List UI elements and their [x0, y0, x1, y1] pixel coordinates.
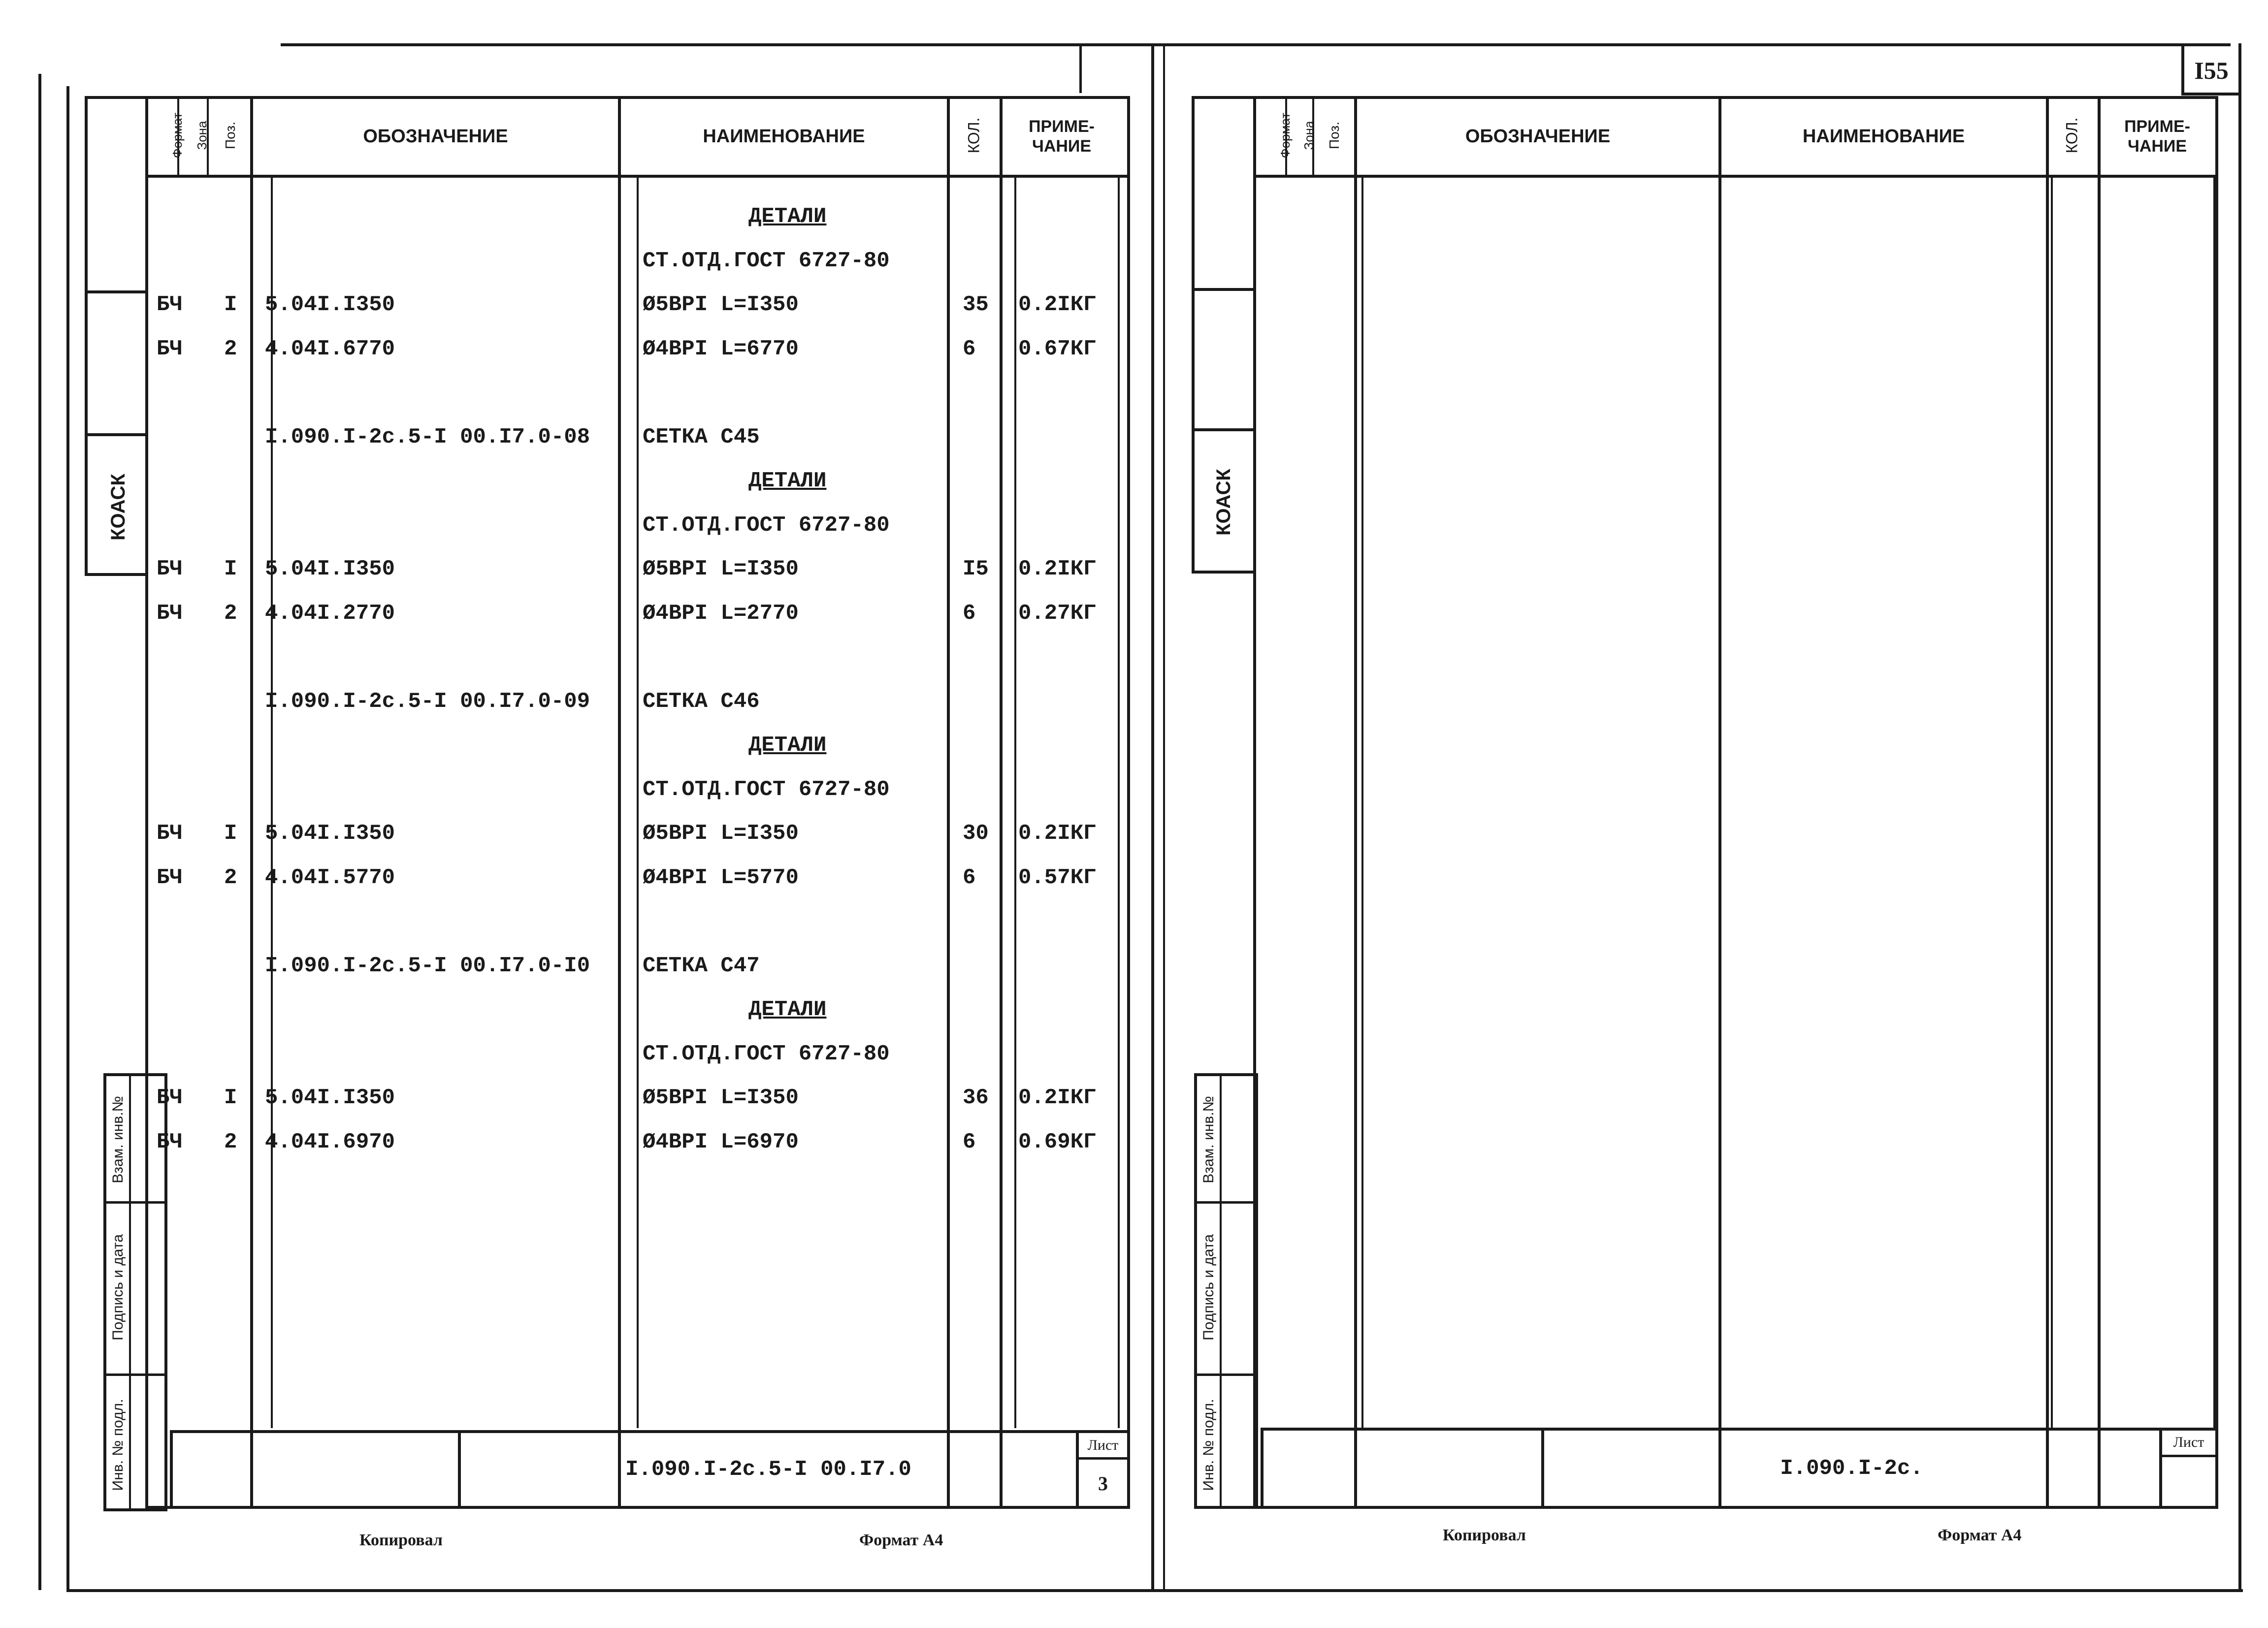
left-header-note	[1003, 98, 1121, 175]
cell-pos: I	[224, 1085, 237, 1110]
cell-designation: I.090.I-2с.5-I 00.I7.0-I0	[265, 954, 590, 978]
cell-qty: I5	[963, 557, 989, 581]
cell-name: Ø4ВРI L=5770	[643, 865, 799, 890]
right-title-sheet-divider	[2159, 1455, 2218, 1457]
cell-note: 0.69КГ	[1018, 1130, 1097, 1154]
right-header-note-line1: ПРИМЕ-	[2124, 117, 2190, 136]
top-notch	[1079, 46, 1082, 93]
left-col-line	[618, 96, 621, 1509]
left-header-zone: Зона	[194, 121, 209, 150]
cell-pos: I	[224, 557, 237, 581]
right-stamp-divider	[1192, 428, 1254, 431]
cell-name: ДЕТАЛИ	[748, 997, 827, 1022]
cell-designation: 5.04I.I350	[265, 1085, 395, 1110]
left-col-line-inner	[1118, 178, 1120, 1428]
left-header-note-line1: ПРИМЕ-	[1029, 117, 1095, 136]
cell-zone: БЧ	[157, 337, 183, 361]
left-header-format: Формат	[169, 112, 185, 159]
cell-qty: 6	[963, 865, 976, 890]
right-header-note	[2101, 98, 2214, 175]
cell-pos: 2	[224, 865, 237, 890]
sheet-separator-line	[1151, 43, 1154, 1589]
cell-name: Ø5ВРI L=I350	[643, 821, 799, 846]
cell-designation: 5.04I.I350	[265, 557, 395, 581]
cell-note: 0.2IКГ	[1018, 557, 1097, 581]
cell-qty: 30	[963, 821, 989, 846]
left-stamp-inv-sub: Взам. инв.№	[110, 1096, 126, 1183]
cell-pos: 2	[224, 601, 237, 626]
left-header-qty: КОЛ.	[965, 117, 982, 154]
cell-note: 0.67КГ	[1018, 337, 1097, 361]
left-col-line	[250, 96, 253, 1509]
cell-qty: 6	[963, 337, 976, 361]
cell-qty: 36	[963, 1085, 989, 1110]
right-col-line-inner	[2213, 178, 2215, 1428]
left-edge-line	[38, 74, 41, 1590]
right-footer-format: Формат А4	[1938, 1526, 2022, 1544]
right-doc-code: I.090.I-2с.	[1780, 1456, 1923, 1481]
left-stamp-copy-check: КОАСК	[107, 474, 129, 541]
left-sheet-number: 3	[1098, 1472, 1108, 1495]
cell-designation: I.090.I-2с.5-I 00.I7.0-09	[265, 689, 590, 714]
cell-name: ДЕТАЛИ	[748, 469, 827, 493]
sheet-separator-line-2	[1163, 43, 1165, 1589]
right-header-divider	[1253, 175, 2218, 178]
left-stamp-divider	[85, 290, 146, 293]
cell-designation: 5.04I.I350	[265, 292, 395, 317]
cell-qty: 6	[963, 1130, 976, 1154]
cell-designation: 4.04I.5770	[265, 865, 395, 890]
cell-name: Ø5ВРI L=I350	[643, 557, 799, 581]
right-header-note-line2: ЧАНИЕ	[2127, 136, 2187, 156]
right-col-line-inner	[2051, 178, 2053, 1428]
cell-name: СЕТКА С45	[643, 425, 760, 449]
right-header-qty: КОЛ.	[2063, 117, 2080, 154]
left-outer-edge-line	[66, 86, 69, 1590]
cell-note: 0.57КГ	[1018, 865, 1097, 890]
right-col-line	[2098, 96, 2101, 1509]
cell-qty: 35	[963, 292, 989, 317]
left-col-line	[1000, 96, 1003, 1509]
top-edge-line-right	[1142, 43, 2231, 46]
cell-zone: БЧ	[157, 1130, 183, 1154]
cell-pos: I	[224, 821, 237, 846]
right-col-line-inner	[1361, 178, 1363, 1428]
right-stamp-sign-date: Подпись и дата	[1200, 1234, 1217, 1341]
cell-pos: I	[224, 292, 237, 317]
left-header-note-line2: ЧАНИЕ	[1032, 136, 1092, 156]
top-edge-line	[281, 43, 1142, 46]
cell-name: СТ.ОТД.ГОСТ 6727-80	[643, 513, 890, 538]
left-header-name: НАИМЕНОВАНИЕ	[703, 126, 865, 147]
left-footer-copied: Копировал	[359, 1531, 443, 1549]
cell-note: 0.2IКГ	[1018, 821, 1097, 846]
cell-zone: БЧ	[157, 865, 183, 890]
left-col-line-inner	[637, 178, 639, 1428]
cell-zone: БЧ	[157, 292, 183, 317]
cell-note: 0.2IКГ	[1018, 292, 1097, 317]
right-col-line	[2046, 96, 2049, 1509]
right-edge-line	[2238, 43, 2241, 1589]
right-header-pos: Поз.	[1327, 122, 1342, 149]
left-stamp-divider	[85, 433, 146, 436]
cell-name: СТ.ОТД.ГОСТ 6727-80	[643, 777, 890, 802]
right-stamp-inv-sub: Взам. инв.№	[1200, 1096, 1217, 1183]
bottom-edge-line	[66, 1589, 2243, 1592]
left-header-pos: Поз.	[223, 122, 238, 149]
cell-name: СЕТКА С47	[643, 954, 760, 978]
left-footer-format: Формат А4	[859, 1531, 943, 1549]
cell-name: ДЕТАЛИ	[748, 733, 827, 758]
cell-zone: БЧ	[157, 821, 183, 846]
cell-designation: 5.04I.I350	[265, 821, 395, 846]
cell-pos: 2	[224, 337, 237, 361]
right-col-line	[1354, 96, 1357, 1509]
right-stamp-inv-orig: Инв. № подл.	[1200, 1399, 1217, 1491]
cell-zone: БЧ	[157, 1085, 183, 1110]
right-header-name: НАИМЕНОВАНИЕ	[1802, 126, 1965, 147]
cell-name: ДЕТАЛИ	[748, 204, 827, 229]
cell-designation: I.090.I-2с.5-I 00.I7.0-08	[265, 425, 590, 449]
right-col-line	[1718, 96, 1721, 1509]
cell-name: Ø4ВРI L=6970	[643, 1130, 799, 1154]
cell-zone: БЧ	[157, 557, 183, 581]
left-doc-code: I.090.I-2с.5-I 00.I7.0	[625, 1457, 911, 1482]
cell-qty: 6	[963, 601, 976, 626]
left-sheet-label: Лист	[1087, 1437, 1119, 1453]
page-number: I55	[2194, 57, 2229, 84]
cell-designation: 4.04I.6970	[265, 1130, 395, 1154]
right-header-zone: Зона	[1301, 121, 1316, 150]
right-header-designation: ОБОЗНАЧЕНИЕ	[1465, 126, 1611, 147]
right-footer-copied: Копировал	[1443, 1526, 1526, 1544]
left-header-designation: ОБОЗНАЧЕНИЕ	[363, 126, 508, 147]
left-col-line-inner	[1014, 178, 1016, 1428]
cell-name: Ø4ВРI L=2770	[643, 601, 799, 626]
cell-designation: 4.04I.6770	[265, 337, 395, 361]
left-stamp-inv-orig: Инв. № подл.	[110, 1399, 126, 1491]
cell-name: Ø5ВРI L=I350	[643, 292, 799, 317]
cell-name: СТ.ОТД.ГОСТ 6727-80	[643, 249, 890, 273]
cell-name: Ø4ВРI L=6770	[643, 337, 799, 361]
cell-zone: БЧ	[157, 601, 183, 626]
right-stamp-copy-check: КОАСК	[1212, 469, 1234, 536]
cell-note: 0.2IКГ	[1018, 1085, 1097, 1110]
cell-name: СЕТКА С46	[643, 689, 760, 714]
cell-name: Ø5ВРI L=I350	[643, 1085, 799, 1110]
right-sheet-label: Лист	[2173, 1434, 2204, 1450]
cell-note: 0.27КГ	[1018, 601, 1097, 626]
right-stamp-divider	[1192, 288, 1254, 291]
cell-pos: 2	[224, 1130, 237, 1154]
right-sheet-table-frame	[1253, 96, 2218, 1509]
left-stamp-sign-date: Подпись и дата	[110, 1234, 126, 1341]
cell-designation: 4.04I.2770	[265, 601, 395, 626]
cell-name: СТ.ОТД.ГОСТ 6727-80	[643, 1042, 890, 1066]
left-col-line	[947, 96, 950, 1509]
right-header-format: Формат	[1277, 112, 1293, 159]
left-col-line-inner	[271, 178, 273, 1428]
